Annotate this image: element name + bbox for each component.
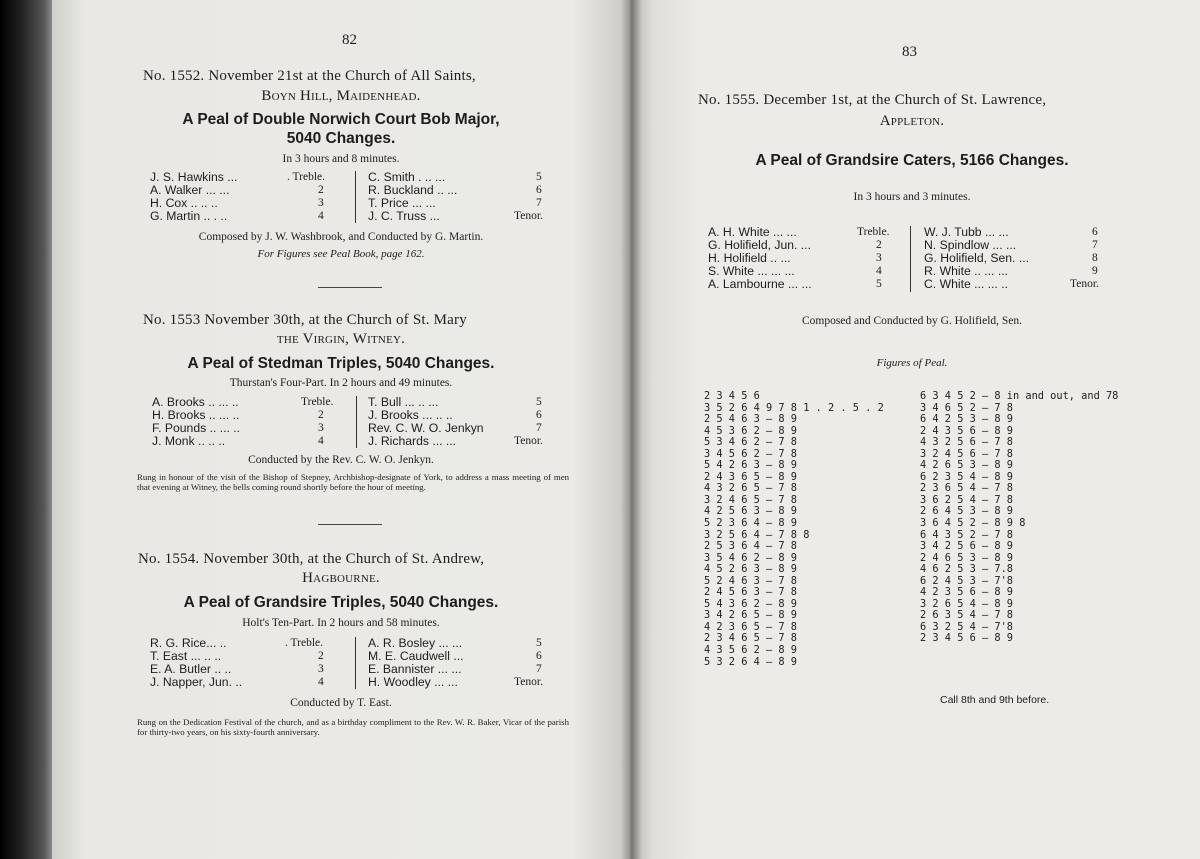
ringer-name: E. A. Butler .. .. xyxy=(150,662,232,676)
figure-row: 6 4 2 5 3 — 8 9 xyxy=(920,413,1013,426)
ringer-name: M. E. Caudwell ... xyxy=(368,649,464,663)
ringer-name: E. Bannister ... ... xyxy=(368,662,462,676)
ringer-name: T. Bull ... .. ... xyxy=(368,395,439,409)
ringer-name: N. Spindlow ... ... xyxy=(924,238,1017,252)
ringer-name: W. J. Tubb ... ... xyxy=(924,225,1009,239)
ringer-name: J. Monk .. .. .. xyxy=(152,434,226,448)
ringer-name: Rev. C. W. O. Jenkyn xyxy=(368,421,484,435)
peal-1553-title: A Peal of Stedman Triples, 5040 Changes. xyxy=(187,355,495,372)
figure-row: 4 3 5 6 2 — 8 9 xyxy=(704,644,797,657)
figures-heading: Figures of Peal. xyxy=(876,357,948,369)
ringer-bell: 7 xyxy=(536,197,542,209)
ringer-name: G. Martin .. . .. xyxy=(150,209,228,223)
ringer-name: R. Buckland .. ... xyxy=(368,183,458,197)
ringer-bell: 4 xyxy=(318,676,324,688)
figure-row: 3 2 4 5 6 — 7 8 xyxy=(920,447,1013,460)
figure-row: 2 6 4 5 3 — 8 9 xyxy=(920,505,1013,518)
column-divider xyxy=(355,637,356,689)
ringer-name: J. Brooks ... .. .. xyxy=(368,408,453,422)
ringer-bell: 4 xyxy=(318,435,324,447)
figure-row: 2 5 3 6 4 — 7 8 xyxy=(704,540,797,553)
figure-row: 2 4 3 5 6 — 8 9 xyxy=(920,424,1013,437)
figure-row: 5 3 4 6 2 — 7 8 xyxy=(704,436,797,449)
ringer-bell: . Treble. xyxy=(285,637,324,649)
figure-row: 2 3 4 5 6 xyxy=(704,390,760,402)
peal-1555-composer: Composed and Conducted by G. Holifield, Sen. xyxy=(801,315,1023,327)
figure-row: 4 2 3 6 5 — 7 8 xyxy=(704,620,797,633)
ringer-bell: 3 xyxy=(876,252,882,264)
ringer-bell: 6 xyxy=(536,409,542,421)
ringer-name: J. Napper, Jun. .. xyxy=(150,675,243,689)
ringer-bell: 7 xyxy=(1092,239,1098,251)
ringer-name: J. Richards ... ... xyxy=(368,434,457,448)
ringer-bell: 7 xyxy=(536,422,542,434)
figure-row: 6 4 3 5 2 — 7 8 xyxy=(920,528,1013,541)
figure-row: 3 5 2 6 4 9 7 8 1 . 2 . 5 . 2 xyxy=(704,401,884,414)
ringer-bell: 2 xyxy=(318,650,324,662)
ringer-bell: 2 xyxy=(318,409,324,421)
peal-1552-heading: No. 1552. November 21st at the Church of All Saints, xyxy=(143,68,476,84)
ringer-bell: 6 xyxy=(536,184,542,196)
figure-row: 4 2 5 6 3 — 8 9 xyxy=(704,505,797,518)
page-number: 82 xyxy=(342,32,357,48)
figure-row: 3 2 6 5 4 — 8 9 xyxy=(920,597,1013,610)
peal-1554-title: A Peal of Grandsire Triples, 5040 Changes. xyxy=(183,594,499,611)
ringer-name: J. S. Hawkins ... xyxy=(150,170,238,184)
peal-1554-remark: Rung on the Dedication Festival of the church, and as a birthday compliment to the Rev. W. R. Baker, Vicar of the parish for thirty-two years, on his sixty-fourth anniversary. xyxy=(137,717,569,737)
ringer-name: A. Lambourne ... ... xyxy=(708,277,812,291)
figure-row: 6 3 4 5 2 — 8 in and out, and 78 xyxy=(920,390,1119,402)
ringer-bell: 5 xyxy=(536,171,542,183)
ringer-bell: Tenor. xyxy=(514,210,543,222)
ringer-bell: Treble. xyxy=(857,226,890,238)
ringer-name: T. East ... .. .. xyxy=(150,649,222,663)
figure-row: 2 4 5 6 3 — 7 8 xyxy=(704,586,797,599)
figure-row: 4 5 2 6 3 — 8 9 xyxy=(704,563,797,576)
figure-row: 6 2 4 5 3 — 7'8 xyxy=(920,574,1013,587)
ringer-name: C. White ... ... .. xyxy=(924,277,1008,291)
ringer-bell: Tenor. xyxy=(514,435,543,447)
figure-row: 4 5 3 6 2 — 8 9 xyxy=(704,424,797,437)
figure-row: 4 2 3 5 6 — 8 9 xyxy=(920,586,1013,599)
ringer-row xyxy=(152,435,562,448)
figure-row: 6 3 2 5 4 — 7'8 xyxy=(920,620,1013,633)
figure-row: 3 4 2 6 5 — 8 9 xyxy=(704,609,797,622)
ringer-bell: 7 xyxy=(536,663,542,675)
peal-1552-duration: In 3 hours and 8 minutes. xyxy=(282,153,400,165)
peal-1554-heading: No. 1554. November 30th, at the Church of St. Andrew, xyxy=(138,551,485,567)
figure-row: 5 4 3 6 2 — 8 9 xyxy=(704,597,797,610)
section-rule xyxy=(318,524,382,525)
ringer-bell: 6 xyxy=(1092,226,1098,238)
ringer-name: H. Woodley ... ... xyxy=(368,675,458,689)
ringer-name: H. Brooks .. ... .. xyxy=(152,408,240,422)
ringer-name: A. H. White ... ... xyxy=(708,225,797,239)
ringer-bell: Treble. xyxy=(301,396,334,408)
ringer-bell: 5 xyxy=(876,278,882,290)
peal-1552-changes: 5040 Changes. xyxy=(286,130,396,147)
ringer-bell: 2 xyxy=(876,239,882,251)
ringer-bell: 2 xyxy=(318,184,324,196)
ringer-name: H. Holifield .. ... xyxy=(708,251,791,265)
ringer-name: T. Price ... ... xyxy=(368,196,436,210)
call-note: Call 8th and 9th before. xyxy=(940,694,1050,706)
ringer-bell: 6 xyxy=(536,650,542,662)
figure-row: 3 2 5 6 4 — 7 8 8 xyxy=(704,528,810,541)
figure-row: 3 4 6 5 2 — 7 8 xyxy=(920,401,1013,414)
peal-1553-subline: Thurstan's Four-Part. In 2 hours and 49 minutes. xyxy=(229,377,453,389)
ringer-name: A. R. Bosley ... ... xyxy=(368,636,463,650)
ringer-bell: 4 xyxy=(876,265,882,277)
peal-1555-title: A Peal of Grandsire Caters, 5166 Changes. xyxy=(755,152,1069,169)
ringer-name: J. C. Truss ... xyxy=(368,209,440,223)
peal-1552-location: Boyn Hill, Maidenhead. xyxy=(261,88,421,104)
figures-column-2 xyxy=(920,391,1118,645)
column-divider xyxy=(355,171,356,223)
ringer-name: G. Holifield, Jun. ... xyxy=(708,238,811,252)
figure-row: 5 2 4 6 3 — 7 8 xyxy=(704,574,797,587)
left-page xyxy=(52,0,630,859)
ringer-bell: 3 xyxy=(318,663,324,675)
peal-1553-ringers xyxy=(152,396,562,448)
right-page xyxy=(630,0,1200,859)
figure-row: 2 3 4 6 5 — 7 8 xyxy=(704,632,797,645)
peal-1555-ringers xyxy=(708,226,1118,291)
figure-row: 2 3 4 5 6 — 8 9 xyxy=(920,632,1013,645)
ringer-bell: Tenor. xyxy=(1070,278,1099,290)
peal-1555-duration: In 3 hours and 3 minutes. xyxy=(853,191,971,203)
ringer-row xyxy=(708,278,1118,291)
figure-row: 5 2 3 6 4 — 8 9 xyxy=(704,517,797,530)
peal-1555-location: Appleton. xyxy=(879,113,945,129)
column-divider xyxy=(910,226,911,292)
peal-1552-figures-note: For Figures see Peal Book, page 162. xyxy=(257,248,425,260)
ringer-name: S. White ... ... ... xyxy=(708,264,795,278)
ringer-bell: 4 xyxy=(318,210,324,222)
peal-1554-subline: Holt's Ten-Part. In 2 hours and 58 minutes. xyxy=(242,617,440,629)
peal-1553-conductor: Conducted by the Rev. C. W. O. Jenkyn. xyxy=(248,454,434,466)
figure-row: 4 3 2 6 5 — 7 8 xyxy=(704,482,797,495)
figure-row: 3 5 4 6 2 — 8 9 xyxy=(704,551,797,564)
figures-column-1 xyxy=(704,391,884,668)
figure-row: 5 4 2 6 3 — 8 9 xyxy=(704,459,797,472)
figure-row: 2 4 3 6 5 — 8 9 xyxy=(704,470,797,483)
ringer-bell: 5 xyxy=(536,396,542,408)
figure-row: 3 4 2 5 6 — 8 9 xyxy=(920,540,1013,553)
peal-1555-heading: No. 1555. December 1st, at the Church of St. Lawrence, xyxy=(698,92,1047,108)
ringer-bell: Tenor. xyxy=(514,676,543,688)
ringer-name: G. Holifield, Sen. ... xyxy=(924,251,1029,265)
ringer-name: A. Brooks .. ... .. xyxy=(152,395,239,409)
figure-row: 2 6 3 5 4 — 7 8 xyxy=(920,609,1013,622)
figure-row: 2 3 6 5 4 — 7 8 xyxy=(920,482,1013,495)
page-number: 83 xyxy=(902,44,917,60)
peal-1552-title: A Peal of Double Norwich Court Bob Major, xyxy=(182,111,500,128)
peal-1553-location: the Virgin, Witney. xyxy=(276,331,406,347)
figure-row: 5 3 2 6 4 — 8 9 xyxy=(704,655,797,668)
section-rule xyxy=(318,287,382,288)
figure-row: 3 6 4 5 2 — 8 9 8 xyxy=(920,517,1026,530)
figure-row: 2 4 6 5 3 — 8 9 xyxy=(920,551,1013,564)
ringer-name: R. White .. ... ... xyxy=(924,264,1008,278)
figure-row: 3 2 4 6 5 — 7 8 xyxy=(704,493,797,506)
ringer-name: F. Pounds .. ... .. xyxy=(152,421,241,435)
ringer-bell: 3 xyxy=(318,422,324,434)
figure-row: 6 2 3 5 4 — 8 9 xyxy=(920,470,1013,483)
figure-row: 4 3 2 5 6 — 7 8 xyxy=(920,436,1013,449)
ringer-bell: . Treble. xyxy=(287,171,326,183)
peal-1553-heading: No. 1553 November 30th, at the Church of St. Mary xyxy=(143,312,467,328)
peal-1554-location: Hagbourne. xyxy=(302,570,380,586)
peal-1552-composer: Composed by J. W. Washbrook, and Conducted by G. Martin. xyxy=(198,231,484,243)
figure-row: 4 6 2 5 3 — 7.8 xyxy=(920,563,1013,576)
ringer-name: H. Cox .. .. .. xyxy=(150,196,218,210)
ringer-name: R. G. Rice... .. xyxy=(150,636,227,650)
column-divider xyxy=(356,396,357,448)
figure-row: 2 5 4 6 3 — 8 9 xyxy=(704,413,797,426)
figure-row: 3 4 5 6 2 — 7 8 xyxy=(704,447,797,460)
peal-1553-remark: Rung in honour of the visit of the Bishop of Stepney, Archbishop-designate of York, to address a mass meeting of men that evening at Witney, the bells coming round shortly before the hour of meeting. xyxy=(137,472,569,492)
ringer-name: A. Walker ... ... xyxy=(150,183,230,197)
figure-row: 4 2 6 5 3 — 8 9 xyxy=(920,459,1013,472)
book-gutter xyxy=(620,0,642,859)
page-edges xyxy=(0,0,52,859)
ringer-name: C. Smith . .. ... xyxy=(368,170,446,184)
ringer-bell: 9 xyxy=(1092,265,1098,277)
peal-1554-conductor: Conducted by T. East. xyxy=(290,697,392,709)
figure-row: 3 6 2 5 4 — 7 8 xyxy=(920,493,1013,506)
ringer-bell: 5 xyxy=(536,637,542,649)
ringer-bell: 3 xyxy=(318,197,324,209)
ringer-bell: 8 xyxy=(1092,252,1098,264)
